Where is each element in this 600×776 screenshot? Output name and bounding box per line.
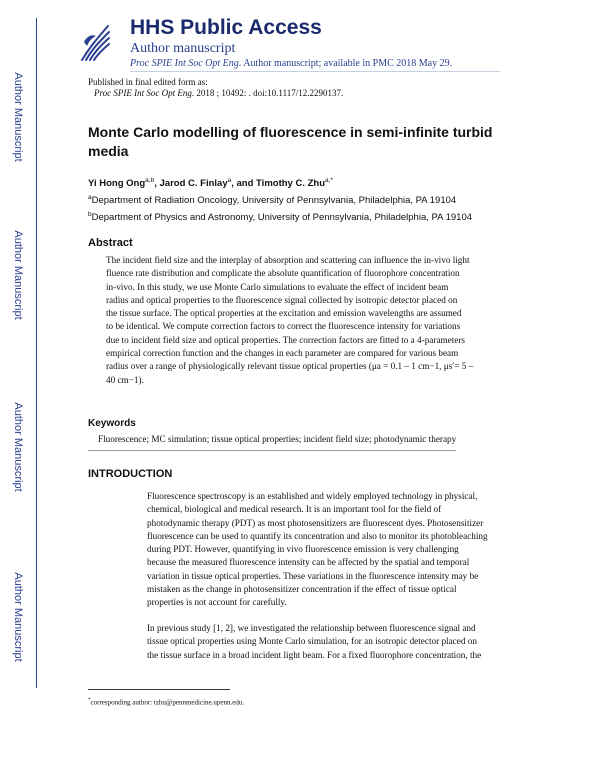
abstract-line: radius and optical properties to the fluorescence signal collected by isotropic detector placed on bbox=[106, 294, 458, 305]
keywords-heading: Keywords bbox=[88, 418, 136, 429]
abstract-line: the tissue surface. The optical properties at the excitation and emission wavelengths are assumed bbox=[106, 308, 462, 319]
abstract-line: The incident field size and the interplay of absorption and scattering can influence the in-vivo light bbox=[106, 255, 470, 265]
side-label-author-manuscript: Author Manuscript bbox=[12, 230, 24, 320]
intro-line: fluorescence can be used to quantify its concentration and also to monitor its photobleaching bbox=[147, 530, 488, 541]
abstract-body bbox=[106, 254, 496, 387]
hhs-public-access-title: HHS Public Access bbox=[130, 16, 322, 39]
intro-line: the tissue surface in a broad incident light beam. For a fixed fluorophore concentration, the bbox=[147, 649, 482, 660]
abstract-line: fluence rate distribution and complicate the absolute quantification of fluorophore concentration bbox=[106, 268, 460, 279]
abstract-line: in-vivo. In this study, we use Monte Carlo simulations to evaluate the effect of incident beam bbox=[106, 281, 449, 292]
introduction-paragraph-2 bbox=[147, 622, 511, 662]
abstract-line: 40 cm−1). bbox=[106, 374, 144, 385]
intro-line: Fluorescence spectroscopy is an established and widely employed technology in physical, bbox=[147, 491, 478, 501]
introduction-paragraph-1 bbox=[147, 490, 511, 610]
abstract-line: due to incident field size and optical properties. The correction factors are fitted to a 4-parameters bbox=[106, 334, 466, 345]
author-name: Jarod C. Finlay bbox=[159, 178, 228, 190]
author-manuscript-label: Author manuscript bbox=[130, 41, 236, 56]
author-name: Timothy C. Zhu bbox=[256, 178, 326, 190]
published-line: Published in final edited form as: bbox=[88, 77, 208, 87]
intro-line: during PDT. However, quantifying in vivo fluorescence emission is very challenging bbox=[147, 544, 459, 555]
hhs-eagle-logo-icon bbox=[78, 20, 112, 64]
keywords-divider bbox=[88, 450, 456, 451]
availability-line: Proc SPIE Int Soc Opt Eng. Author manuscript; available in PMC 2018 May 29. bbox=[130, 58, 453, 69]
author-list: Yi Hong Ong$^{a,b}$, Jarod C. Finlay$^a$, and Timothy C. Zhu$^{a,*}$ bbox=[88, 177, 333, 190]
intro-line: because the measured fluorescence intensity can be affected by the spatial and temporal bbox=[147, 557, 470, 568]
paper-title: Monte Carlo modelling of fluorescence in semi-infinite turbid media bbox=[88, 124, 493, 159]
affiliation-a: $^a$Department of Radiation Oncology, University of Pennsylvania, Philadelphia, PA 19104 bbox=[88, 194, 457, 207]
abstract-line: to be identical. We compute correction factors to correct the fluorescence intensity for variations bbox=[106, 321, 461, 332]
intro-line: In previous study [1, 2], we investigated the relationship between fluorescence signal and bbox=[147, 623, 476, 633]
introduction-heading: INTRODUCTION bbox=[88, 468, 173, 480]
footnote-divider bbox=[88, 689, 230, 690]
header-divider bbox=[130, 71, 500, 72]
intro-line: properties is not account for carefully. bbox=[147, 597, 287, 608]
abstract-line: empirical correction function and the changes in each parameter are compared for various beam bbox=[106, 348, 459, 359]
corresponding-author-footnote[interactable]: *corresponding author: tzhu@pennmedicine.upenn.edu. bbox=[88, 698, 245, 707]
abstract-heading: Abstract bbox=[88, 237, 133, 249]
affiliation-b: $^b$Department of Physics and Astronomy, University of Pennsylvania, Philadelphia, PA 19104 bbox=[88, 211, 473, 224]
intro-line: mistaken as the change in photosensitizer concentration if the effect of tissue optical bbox=[147, 584, 457, 595]
margin-rule bbox=[36, 18, 37, 688]
side-label-author-manuscript: Author Manuscript bbox=[12, 572, 24, 662]
intro-line: tissue optical properties using Monte Carlo simulation, for an isotropic detector placed on bbox=[147, 636, 477, 647]
author-name: Yi Hong Ong bbox=[88, 178, 146, 190]
side-label-author-manuscript: Author Manuscript bbox=[12, 72, 24, 162]
intro-line: chemical, biological and medical research. It is an important tool for the field of bbox=[147, 504, 442, 515]
intro-line: photodynamic therapy (PDT) as most photosensitizers are fluorescent dyes. Photosensitizer bbox=[147, 517, 484, 528]
keywords-text: Fluorescence; MC simulation; tissue optical properties; incident field size; photodynamic therapy bbox=[98, 434, 457, 444]
side-label-author-manuscript: Author Manuscript bbox=[12, 402, 24, 492]
intro-line: variation in tissue optical properties. These variations in the fluorescence intensity may be bbox=[147, 570, 479, 581]
citation-line[interactable]: Proc SPIE Int Soc Opt Eng. 2018 ; 10492: . doi:10.1117/12.2290137. bbox=[94, 88, 344, 98]
abstract-line: radius over a range of physiologically relevant tissue optical properties (μa = 0.1 – 1 cm−1, μs′= 5 – bbox=[106, 361, 474, 372]
